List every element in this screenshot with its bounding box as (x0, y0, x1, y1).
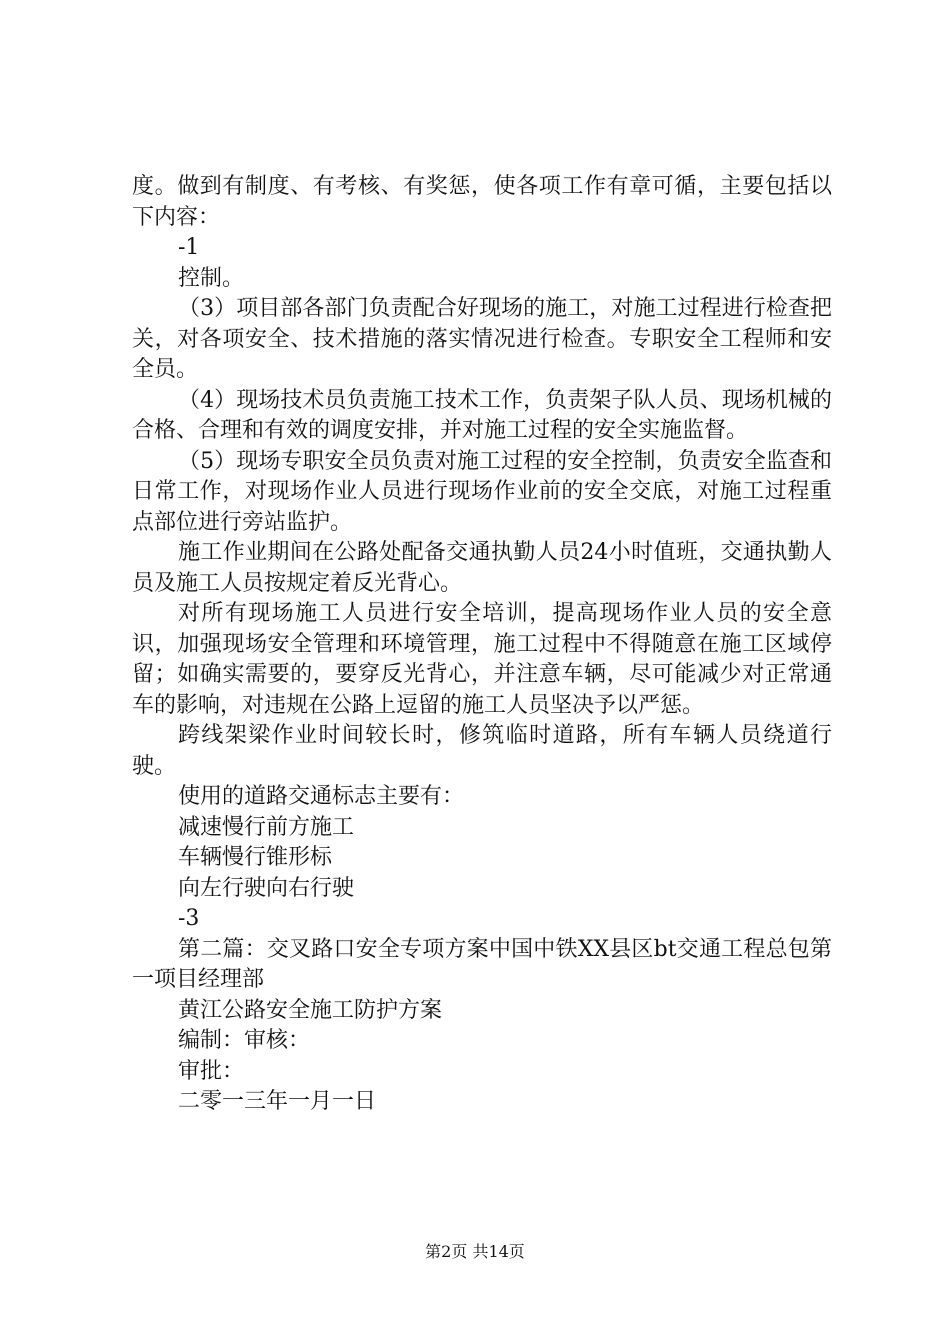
section-heading: 第二篇：交叉路口安全专项方案中国中铁XX县区bt交通工程总包第一项目经理部 (132, 936, 832, 992)
document-date: 二零一三年一月一日 (178, 1089, 377, 1114)
paragraph: （4）现场技术员负责施工技术工作，负责架子队人员、现场机械的合格、合理和有效的调度安排，并对施工过程的安全实施监督。 (132, 387, 832, 443)
paragraph: 对所有现场施工人员进行安全培训，提高现场作业人员的安全意识，加强现场安全管理和环境管理，施工过程中不得随意在施工区域停留；如确实需要的，要穿反光背心，并注意车辆，尽可能减少对正常通车的影响，对违规在公路上逗留的施工人员坚决予以严惩。 (132, 601, 832, 718)
paragraph: 施工作业期间在公路处配备交通执勤人员24小时值班，交通执勤人员及施工人员按规定着反光背心。 (132, 540, 832, 596)
list-item: 向左行驶向右行驶 (178, 875, 355, 901)
signature-line: 编制：审核： (178, 1028, 311, 1053)
paragraph: 跨线架梁作业时间较长时，修筑临时道路，所有车辆人员绕道行驶。 (132, 723, 832, 779)
paragraph: （5）现场专职安全员负责对施工过程的安全控制，负责安全监查和日常工作，对现场作业人员进行现场作业前的安全交底，对施工过程重点部位进行旁站监护。 (132, 448, 832, 535)
approval-line: 审批： (178, 1058, 245, 1084)
page-footer (0, 1241, 950, 1263)
paragraph: （3）项目部各部门负责配合好现场的施工，对施工过程进行检查把关，对各项安全、技术措施的落实情况进行检查。专职安全工程师和安全员。 (132, 296, 832, 382)
list-item: 减速慢行前方施工 (178, 814, 355, 840)
paragraph: -1 (178, 235, 200, 260)
document-body (132, 172, 832, 1118)
paragraph: 度。做到有制度、有考核、有奖惩，使各项工作有章可循，主要包括以下内容： (132, 174, 832, 230)
paragraph: 控制。 (178, 265, 245, 291)
list-item: 车辆慢行锥形标 (178, 845, 333, 870)
paragraph: 使用的道路交通标志主要有： (178, 784, 465, 809)
document-title: 黄江公路安全施工防护方案 (178, 997, 443, 1023)
page-number: 第2页 共14页 (425, 1242, 525, 1261)
paragraph: -3 (178, 906, 200, 931)
